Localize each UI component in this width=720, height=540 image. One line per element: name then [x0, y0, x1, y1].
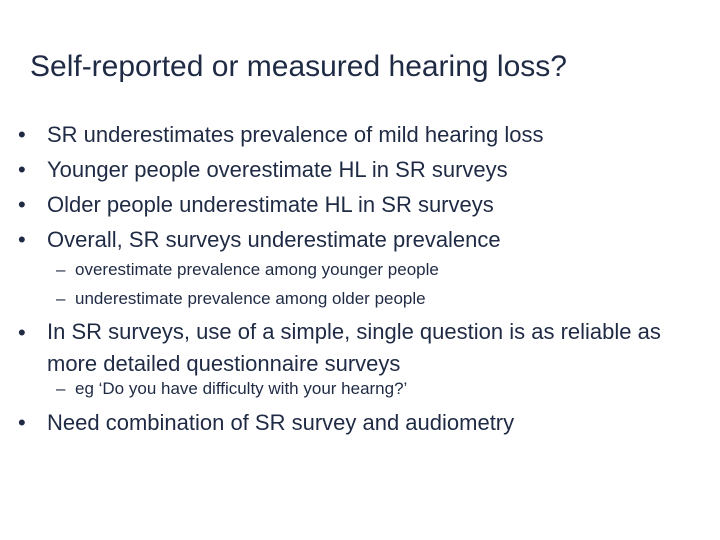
sub-bullet-text: overestimate prevalence among younger people	[75, 260, 439, 279]
bullet-text: SR underestimates prevalence of mild hearing loss	[47, 122, 544, 147]
bullet-marker: •	[18, 410, 26, 435]
bullet-text: Younger people overestimate HL in SR surveys	[47, 157, 508, 182]
bullet-marker: •	[18, 157, 26, 182]
bullet-marker: •	[18, 192, 26, 217]
bullet-text: Older people underestimate HL in SR surveys	[47, 192, 494, 217]
bullet-text: In SR surveys, use of a simple, single question is as reliable as more detailed questionnaire surveys	[47, 319, 661, 376]
sub-bullet-marker: –	[56, 289, 66, 308]
bullet-marker: •	[18, 122, 26, 147]
sub-bullet-marker: –	[56, 260, 66, 279]
bullet-marker: •	[18, 227, 26, 252]
bullet-marker: •	[18, 320, 26, 345]
slide-title: Self-reported or measured hearing loss?	[30, 50, 567, 83]
sub-bullet-text: underestimate prevalence among older people	[75, 289, 426, 308]
sub-bullet-marker: –	[56, 379, 66, 398]
bullet-text: Need combination of SR survey and audiometry	[47, 410, 515, 435]
sub-bullet-text: eg ‘Do you have difficulty with your hearng?’	[75, 379, 408, 398]
bullet-text: Overall, SR surveys underestimate prevalence	[47, 227, 501, 252]
